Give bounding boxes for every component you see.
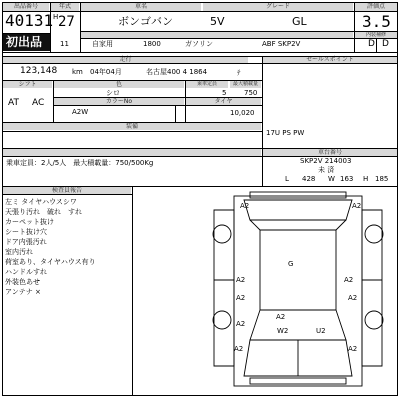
mileage-value: 123,148 xyxy=(20,66,58,76)
wheel-front-right xyxy=(365,225,383,243)
max-load-header: 最大積載量 xyxy=(230,81,261,88)
capacity-header: 乗車定員 xyxy=(186,81,228,88)
interior-grade-1: D xyxy=(368,39,375,49)
car-body-diagram xyxy=(200,190,396,394)
inspector-line: 室内汚れ xyxy=(5,248,33,256)
car-name-header: 車名 xyxy=(81,3,201,11)
lot-number: 40131 xyxy=(5,11,54,30)
wheel-rear-left xyxy=(213,311,231,329)
shift-ac: AC xyxy=(32,98,45,108)
reg-month: 11 xyxy=(60,40,69,48)
interior-grade-header: 内装補修 xyxy=(355,32,397,38)
interior-grade-2: D xyxy=(382,39,389,49)
color-no-header: カラーNo xyxy=(54,98,184,105)
inspector-line: アンテナ × xyxy=(5,288,41,296)
load-value: 750 xyxy=(244,89,258,97)
inspector-line: ハンドルすれ xyxy=(5,268,47,276)
fuel-type: ガソリン xyxy=(185,40,213,48)
inspector-line: 左ミ タイヤハウスシワ xyxy=(5,198,77,206)
damage-right-side: A2 xyxy=(344,276,354,284)
inspector-line: 天張り汚れ 破れ すれ xyxy=(5,208,82,216)
car-grade: GL xyxy=(292,15,307,28)
dim-w: 163 xyxy=(340,175,354,183)
damage-tail-right: A2 xyxy=(348,345,358,353)
dim-l: 428 xyxy=(302,175,316,183)
usage-type: 自家用 xyxy=(92,40,113,48)
mileage-unit: km xyxy=(72,68,83,76)
model-code-full: ABF SKP2V xyxy=(262,40,301,48)
car-type: 5V xyxy=(210,15,225,28)
sales-point-header: セールスポイント xyxy=(263,57,397,63)
model-color-code: A2W xyxy=(72,108,89,116)
damage-body-right-low: A2 xyxy=(348,294,358,302)
damage-rear-left: A2 xyxy=(276,313,286,321)
chassis-check-label: ﾃ xyxy=(237,69,241,77)
chassis-header: 車台番号 xyxy=(263,149,397,156)
dim-h-label: H xyxy=(363,175,369,183)
color-header: 色 xyxy=(54,81,184,88)
dim-l-label: L xyxy=(285,175,289,183)
first-listing-label: 初出品 xyxy=(6,35,43,49)
damage-rear-center: U2 xyxy=(316,327,326,335)
damage-hood: G xyxy=(288,260,294,268)
inspector-line: ドア内張汚れ xyxy=(5,238,47,246)
capacity-value: 5 xyxy=(222,89,227,97)
car-name: ボンゴバン xyxy=(118,15,173,28)
damage-rear-lower: W2 xyxy=(277,327,289,335)
inspector-line: シート抜け穴 xyxy=(5,228,47,236)
wheel-front-left xyxy=(213,225,231,243)
grade-header: グレード xyxy=(203,3,353,11)
damage-rear-right: A2 xyxy=(236,320,246,328)
price-value: 10,020 xyxy=(230,109,255,117)
inspection-date: 04年04月 xyxy=(90,68,122,76)
remarks-header xyxy=(3,149,261,156)
shift-header: シフト xyxy=(3,81,52,88)
damage-left-side: A2 xyxy=(236,276,246,284)
model-year: 27 xyxy=(58,14,75,30)
tyre-header: タイヤ xyxy=(186,98,261,105)
equipment-text: 17U PS PW xyxy=(266,129,305,137)
mileage-header: 走行 xyxy=(3,57,248,63)
remarks-text: 乗車定員：2人/5人 最大積載量：750/500Kg xyxy=(6,159,154,167)
wheel-rear-right xyxy=(365,311,383,329)
damage-front-left: A2 xyxy=(240,202,250,210)
score-header: 評価点 xyxy=(355,3,397,11)
damage-body-left-low: A2 xyxy=(236,294,246,302)
damage-tail-left: A2 xyxy=(234,345,244,353)
lot-no-header: 出品番号 xyxy=(3,3,49,11)
overall-score: 3.5 xyxy=(362,12,391,31)
dim-h: 185 xyxy=(375,175,389,183)
dim-w-label: W xyxy=(328,175,335,183)
color-value: シロ xyxy=(106,89,120,97)
registration-plate: 名古屋400 4 1864 xyxy=(146,68,208,76)
chassis-status: 未 済 xyxy=(318,166,335,174)
chassis-number: SKP2V 214003 xyxy=(300,157,352,165)
era-mark: H xyxy=(53,13,59,21)
shift-at: AT xyxy=(8,98,19,108)
inspector-line: カーペット抜け xyxy=(5,218,54,226)
equipment-header: 装備 xyxy=(3,123,261,130)
inspector-header: 検査員報告 xyxy=(3,187,131,194)
rear-bumper xyxy=(250,378,346,384)
front-bumper xyxy=(250,192,346,198)
inspector-line: 荷室あり、タイヤハウス有り xyxy=(5,258,96,266)
displacement: 1800 xyxy=(143,40,161,48)
inspector-line: 外装色あせ xyxy=(5,278,40,286)
diagram-front xyxy=(244,200,352,220)
diagram-roof xyxy=(260,230,336,310)
year-header: 年式 xyxy=(51,3,79,11)
damage-front-right: A2 xyxy=(352,202,362,210)
